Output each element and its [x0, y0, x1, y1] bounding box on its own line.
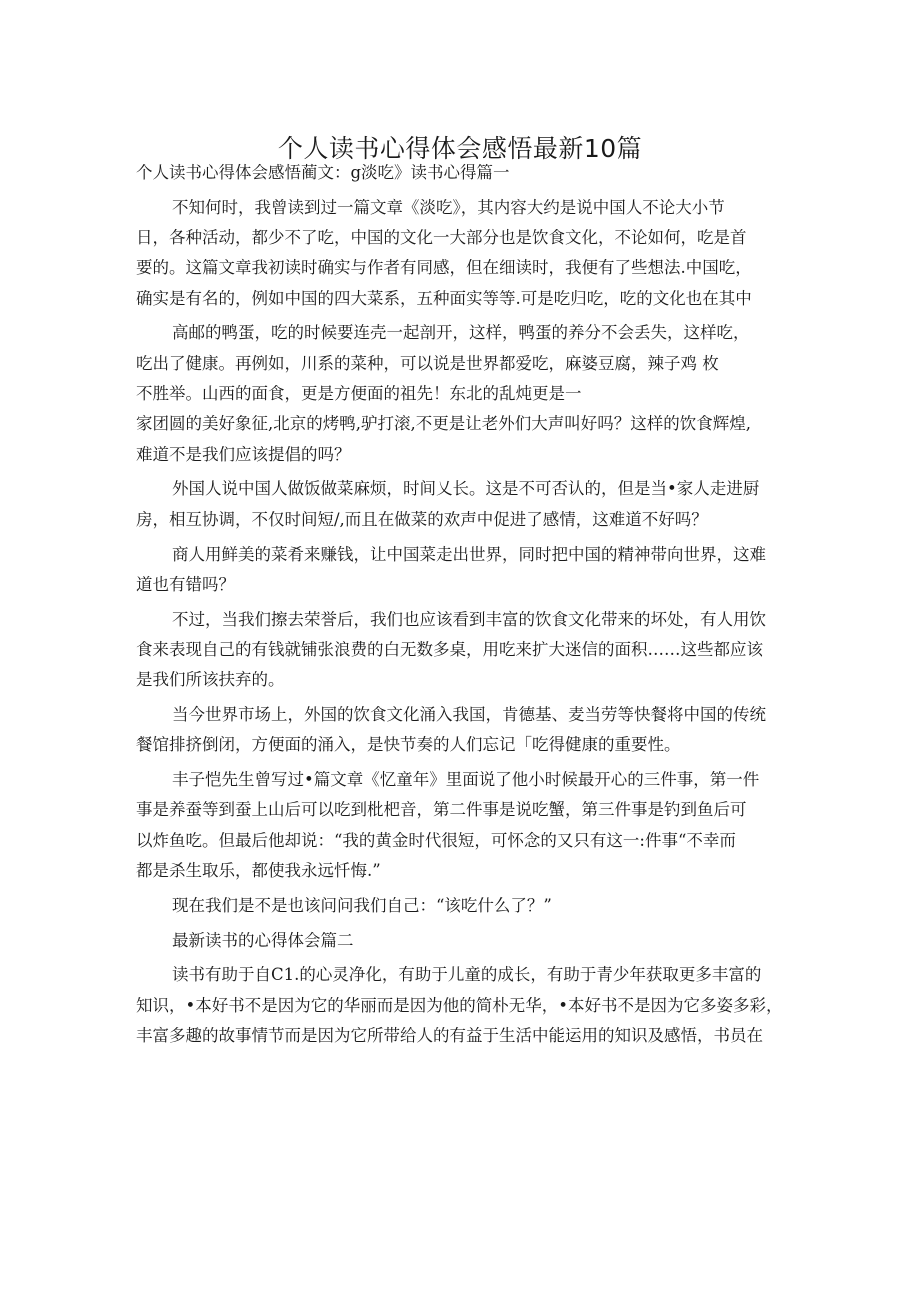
text-line: 事是养蚕等到蚕上山后可以吃到枇杷音，第二件事是说吃蟹，第三件事是钓到鱼后可: [136, 800, 747, 820]
text-line: 商人用鲜美的菜肴来赚钱，让中国菜走出世界，同时把中国的精神带向世界，这难: [172, 544, 766, 564]
text-line: 都是杀生取乐，都使我永远忏悔.”: [136, 861, 381, 881]
text-line: 现在我们是不是也该问问我们自己：“该吃什么了？”: [172, 895, 552, 915]
text-line: 家团圆的美好象征,北京的烤鸭,驴打滚,不更是让老外们大声叫好吗？这样的饮食辉煌,: [136, 414, 751, 434]
text-line: 食来表现自己的有钱就铺张浪费的白无数多桌，用吃来扩大迷信的面积……这些都应该: [136, 639, 763, 659]
text-line: 房，相互协调，不仅时间短/,而且在做菜的欢声中促进了感情，这难道不好吗？: [136, 509, 708, 529]
text-line: 丰子恺先生曾写过•篇文章《忆童年》里面说了他小时候最开心的三件事，第一件: [172, 770, 760, 790]
text-line: 是我们所该扶弃的。: [136, 670, 285, 690]
text-line: 餐馆排挤倒闭，方便面的涌入，是快节奏的人们忘记「吃得健康的重要性。: [136, 735, 681, 755]
document-body: [136, 158, 786, 1051]
text-line: 知识，•本好书不是因为它的华丽而是因为他的简朴无华，•本好书不是因为它多姿多彩，: [136, 995, 783, 1015]
section-heading-2: 最新读书的心得体会篇二: [172, 930, 354, 950]
text-line: 难道不是我们应该提倡的吗？: [136, 444, 351, 464]
text-line: 确实是有名的，例如中国的四大菜系，五种面实等等.可是吃归吃，吃的文化也在其中: [136, 288, 752, 308]
text-line: 日，各种活动，都少不了吃，中国的文化一大部分也是饮食文化，不论如何，吃是首: [136, 228, 747, 248]
text-line: 不胜举。山西的面食，更是方便面的祖先！东北的乱炖更是一: [136, 384, 582, 404]
text-line: 要的。这篇文章我初读时确实与作者有同感，但在细读时，我便有了些想法.中国吃，: [136, 258, 752, 278]
text-line: 不过，当我们擦去荣誉后，我们也应该看到丰富的饮食文化带来的坏处，有人用饮: [172, 609, 766, 629]
text-line: 丰富多趣的故事情节而是因为它所带给人的有益于生活中能运用的知识及感悟，书员在: [136, 1026, 763, 1046]
text-line: 以炸鱼吃。但最后他却说：“我的黄金时代很短，可怀念的又只有这一:件事“不幸而: [136, 830, 736, 850]
text-line: 吃出了健康。再例如，川系的菜种，可以说是世界都爱吃，麻婆豆腐，辣子鸡 枚: [136, 353, 719, 373]
text-line: 读书有助于自C1.的心灵净化，有助于儿童的成长，有助于青少年获取更多丰富的: [172, 965, 762, 985]
section-heading-1: 个人读书心得体会感悟蔺文：g淡吃》读书心得篇一: [136, 163, 510, 182]
text-line: 道也有错吗？: [136, 574, 235, 594]
text-line: 不知何时，我曾读到过一篇文章《淡吃》，其内容大约是说中国人不论大小节: [172, 197, 725, 217]
text-line: 外国人说中国人做饭做菜麻烦，时间乂长。这是不可否认的，但是当•家人走进厨: [172, 479, 760, 499]
text-line: 高邮的鸭蛋，吃的时候要连壳一起剖开，这样，鸭蛋的养分不会丢失，这样吃，: [172, 323, 750, 343]
document-title: 个人读书心得体会感悟最新10篇: [277, 133, 643, 163]
text-line: 当今世界市场上，外国的饮食文化涌入我国，肯德基、麦当劳等快餐将中国的传统: [172, 705, 766, 725]
